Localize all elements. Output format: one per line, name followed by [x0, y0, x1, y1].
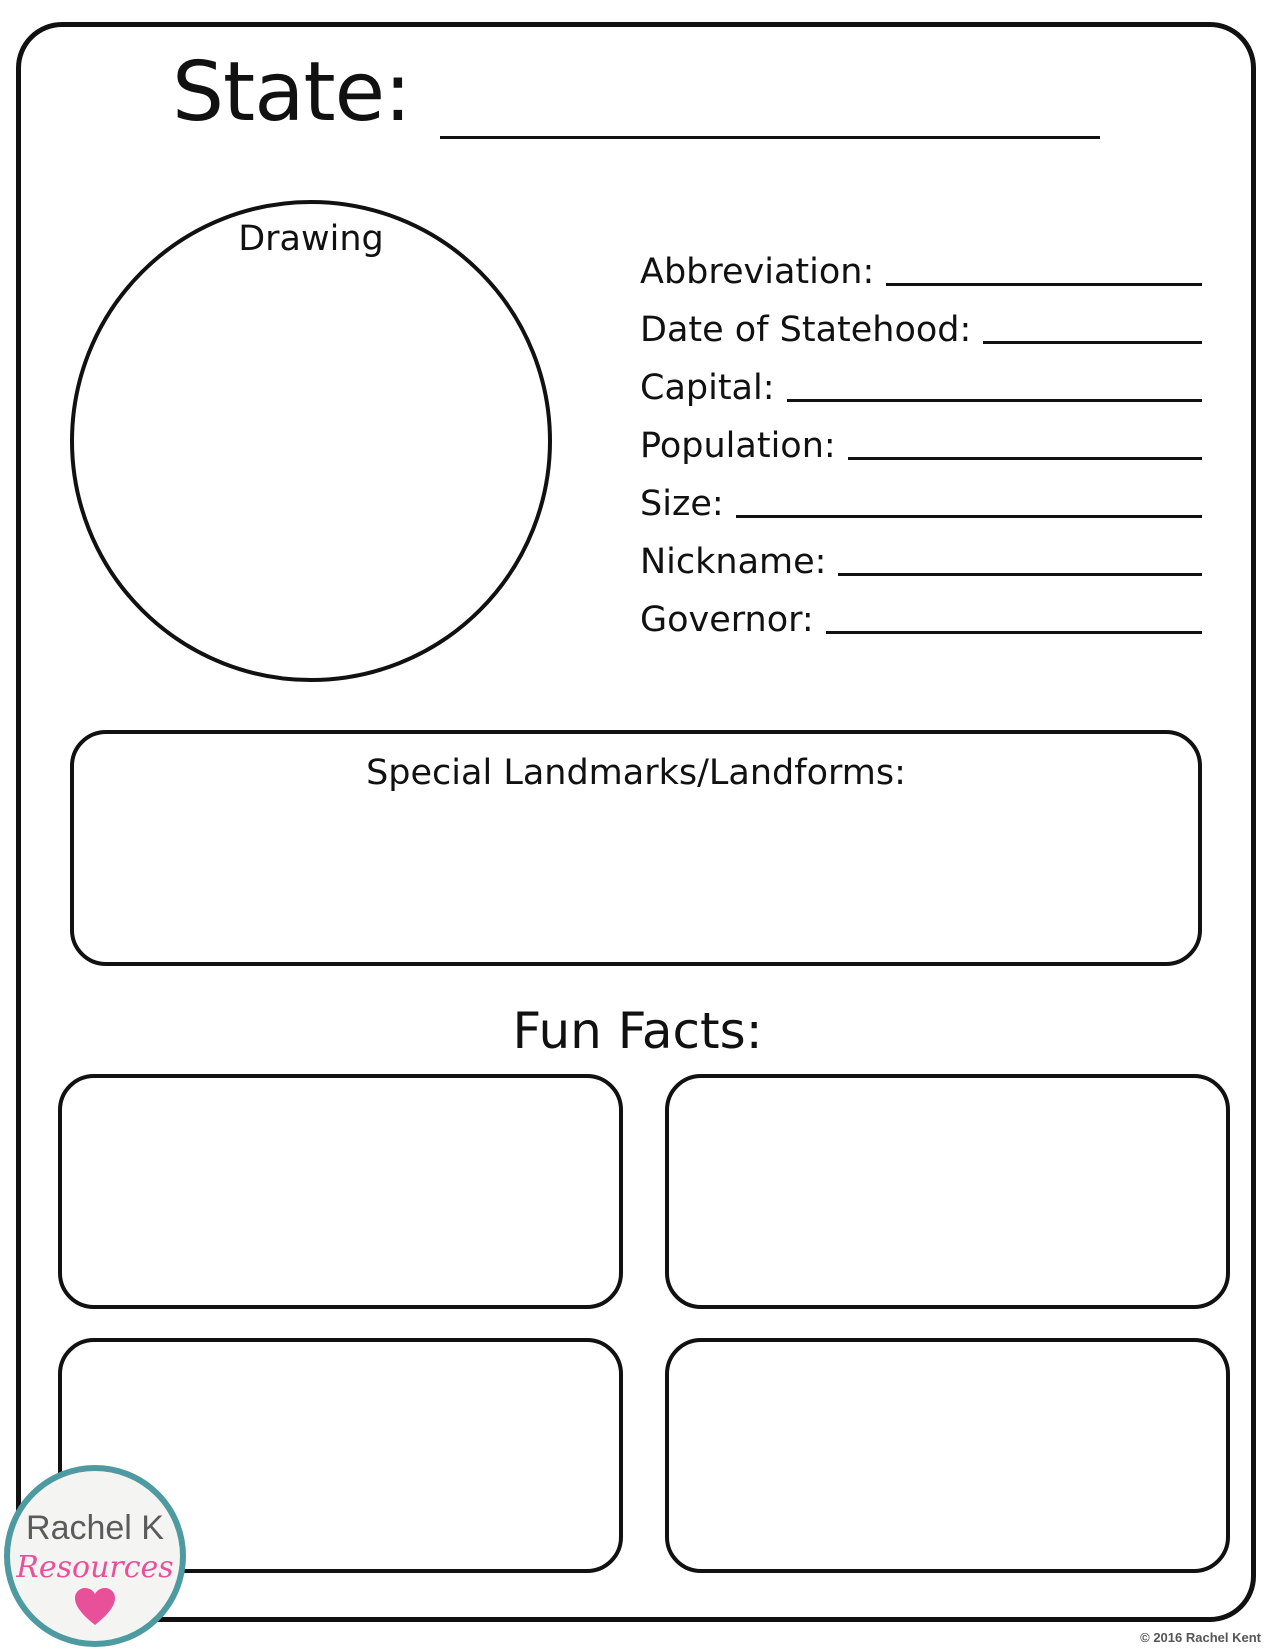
copyright-notice: © 2016 Rachel Kent: [1140, 1630, 1261, 1645]
info-row-capital: [640, 356, 1202, 406]
state-label: State:: [172, 45, 411, 140]
date-of-statehood-label: Date of Statehood:: [640, 310, 972, 350]
drawing-circle[interactable]: [70, 200, 552, 682]
heart-icon: [74, 1587, 116, 1627]
logo-line-name: Rachel K: [26, 1509, 164, 1547]
capital-answer-line[interactable]: [787, 399, 1202, 402]
size-answer-line[interactable]: [736, 515, 1202, 518]
landmarks-title: Special Landmarks/Landforms:: [366, 753, 906, 793]
drawing-label: Drawing: [238, 219, 384, 259]
population-answer-line[interactable]: [848, 457, 1202, 460]
logo-line-resources: Resources: [16, 1550, 174, 1585]
info-row-population: [640, 414, 1202, 464]
nickname-answer-line[interactable]: [838, 573, 1202, 576]
abbreviation-answer-line[interactable]: [886, 283, 1202, 286]
info-row-date-of-statehood: [640, 298, 1202, 348]
population-label: Population:: [640, 426, 836, 466]
size-label: Size:: [640, 484, 724, 524]
fun-fact-box-1[interactable]: [58, 1074, 623, 1309]
fun-fact-box-2[interactable]: [665, 1074, 1230, 1309]
info-row-governor: [640, 588, 1202, 638]
governor-answer-line[interactable]: [826, 631, 1202, 634]
info-row-nickname: [640, 530, 1202, 580]
nickname-label: Nickname:: [640, 542, 827, 582]
fun-fact-box-4[interactable]: [665, 1338, 1230, 1573]
fun-facts-title: Fun Facts:: [512, 1002, 763, 1060]
state-answer-line[interactable]: [440, 136, 1100, 139]
landmarks-box[interactable]: [70, 730, 1202, 966]
info-row-size: [640, 472, 1202, 522]
capital-label: Capital:: [640, 368, 775, 408]
info-row-abbreviation: [640, 240, 1202, 290]
date-of-statehood-answer-line[interactable]: [983, 341, 1202, 344]
abbreviation-label: Abbreviation:: [640, 252, 875, 292]
brand-logo: [4, 1465, 186, 1647]
governor-label: Governor:: [640, 600, 814, 640]
